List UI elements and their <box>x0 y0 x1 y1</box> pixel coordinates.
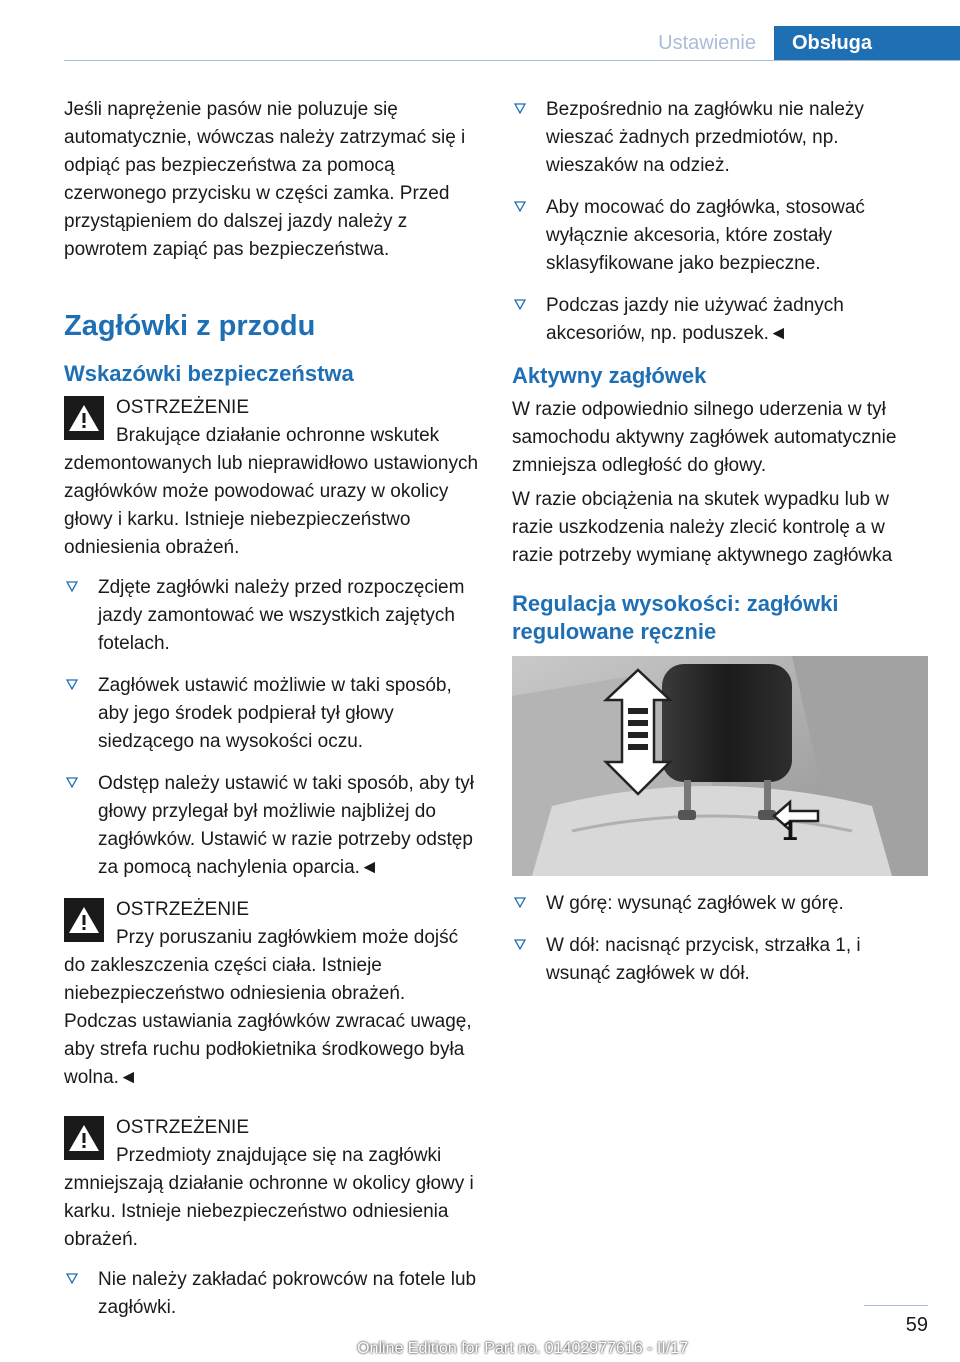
page-header <box>658 26 960 60</box>
triangle-bullet-icon <box>66 776 78 788</box>
header-section: Ustawienie <box>658 32 756 54</box>
warning-block <box>64 1114 480 1254</box>
list-item-text: Odstęp należy ustawić w taki sposób, aby tył głowy przylegał był możliwie najbliżej do zagłówków. Ustawić w razie potrzeby odstęp za pomocą nachylenia oparcia.◄ <box>98 773 474 878</box>
subsection-heading-height: Regulacja wysokości: zagłówki regulowane ręcznie <box>512 591 839 644</box>
triangle-bullet-icon <box>514 938 526 950</box>
warning-title: OSTRZEŻENIE <box>116 1117 250 1138</box>
subsection-heading-active: Aktywny zagłówek <box>512 363 707 388</box>
header-chapter: Obsługa <box>774 26 960 60</box>
list-item-text: Zagłówek ustawić możliwie w taki sposób, aby jego środek podpierał tył głowy siedzącego na wysokości oczu. <box>98 675 452 752</box>
left-column <box>64 96 480 1336</box>
list-item-text: Nie należy zakładać pokrowców na fotele lub zagłówki. <box>98 1269 477 1318</box>
warning-block <box>64 394 480 562</box>
covers-list <box>64 1266 480 1322</box>
triangle-bullet-icon <box>66 1272 78 1284</box>
list-item <box>512 890 928 918</box>
list-item-text: W dół: nacisnąć przycisk, strzałka 1, i wsunąć zagłówek w dół. <box>546 935 861 984</box>
list-item <box>64 672 480 756</box>
right-column <box>512 96 928 1002</box>
header-rule <box>64 60 960 61</box>
warning-icon <box>64 396 104 440</box>
triangle-bullet-icon <box>66 580 78 592</box>
triangle-bullet-icon <box>514 896 526 908</box>
warning-text: Przy poruszaniu zagłówkiem może dojść do zakleszczenia części ciała. Istnieje niebezpieczeństwo odniesienia obrażeń. Podczas ustawiania zagłówków zwracać uwagę, aby strefa ruchu podłokietnika środkowego była wolna.◄ <box>64 927 472 1088</box>
list-item <box>64 1266 480 1322</box>
list-item-text: Zdjęte zagłówki należy przed rozpoczęciem jazdy zamontować we wszystkich zajętych fotelach. <box>98 577 465 654</box>
warning-block <box>64 896 480 1092</box>
active-paragraph-1: W razie odpowiednio silnego uderzenia w tył samochodu aktywny zagłówek automatycznie zmniejsza odległość do głowy. <box>512 399 897 476</box>
accessories-list <box>512 96 928 348</box>
subsection-heading-safety: Wskazówki bezpieczeństwa <box>64 361 354 386</box>
height-list <box>512 890 928 988</box>
intro-paragraph: Jeśli naprężenie pasów nie poluzuje się automatycznie, wówczas należy zatrzymać się i odpiąć pas bezpieczeństwa za pomocą czerwonego przycisku w części zamka. Przed przystąpieniem do dalszej jazdy należy z powrotem zapiąć pas bezpieczeństwa. <box>64 99 466 260</box>
list-item <box>512 932 928 988</box>
warning-text: Brakujące działanie ochronne wskutek zdemontowanych lub nieprawidłowo ustawionych zagłówków może powodować urazy w okolicy głowy i karku. Istnieje niebezpieczeństwo odniesienia obrażeń. <box>64 425 479 558</box>
warning-title: OSTRZEŻENIE <box>116 397 250 418</box>
figure-label: 1 <box>782 815 798 846</box>
safety-list <box>64 574 480 882</box>
section-heading: Zagłówki z przodu <box>64 310 316 342</box>
list-item-text: Aby mocować do zagłówka, stosować wyłącznie akcesoria, które zostały sklasyfikowane jako bezpieczne. <box>546 197 865 274</box>
footer-rule <box>864 1305 928 1306</box>
list-item <box>64 770 480 882</box>
warning-text: Przedmioty znajdujące się na zagłówki zmniejszają działanie ochronne w okolicy głowy i karku. Istnieje niebezpieczeństwo odniesienia obrażeń. <box>64 1145 474 1250</box>
list-item <box>512 292 928 348</box>
list-item <box>64 574 480 658</box>
page-number: 59 <box>905 1314 928 1336</box>
list-item-text: Podczas jazdy nie używać żadnych akcesoriów, np. poduszek.◄ <box>546 295 844 344</box>
edition-footer: Online Edition for Part no. 01402977616 - II/17 <box>357 1340 688 1357</box>
list-item <box>512 194 928 278</box>
active-paragraph-2: W razie obciążenia na skutek wypadku lub w razie uszkodzenia należy zlecić kontrolę a w razie potrzeby wymianę aktywnego zagłówka <box>512 489 893 566</box>
list-item-text: Bezpośrednio na zagłówku nie należy wieszać żadnych przedmiotów, np. wieszaków na odzież. <box>546 99 864 176</box>
list-item <box>512 96 928 180</box>
triangle-bullet-icon <box>514 102 526 114</box>
warning-icon <box>64 1116 104 1160</box>
warning-title: OSTRZEŻENIE <box>116 899 250 920</box>
triangle-bullet-icon <box>514 298 526 310</box>
headrest-figure <box>512 656 928 876</box>
triangle-bullet-icon <box>66 678 78 690</box>
list-item-text: W górę: wysunąć zagłówek w górę. <box>546 893 844 914</box>
warning-icon <box>64 898 104 942</box>
triangle-bullet-icon <box>514 200 526 212</box>
